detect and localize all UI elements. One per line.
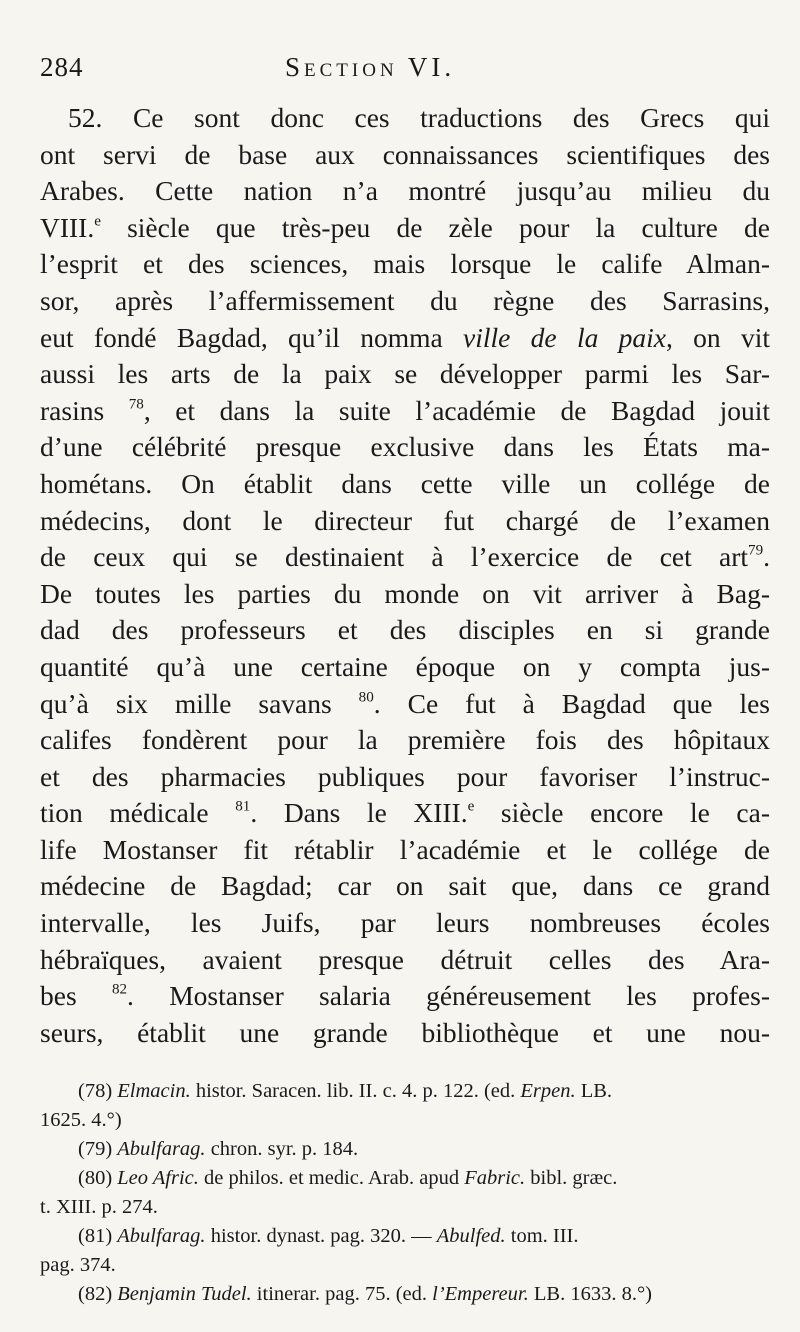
footnote-reference: Abulfed.: [436, 1225, 506, 1247]
text-line: d’une célébrité presque exclusive dans les États ma-: [40, 431, 770, 463]
footnote-text: histor. Saracen. lib. II. c. 4. p. 122. (ed.: [190, 1080, 521, 1102]
footnote-ref-78: 78: [128, 396, 144, 413]
text-fragment: qu’à six mille savans: [40, 687, 359, 719]
footnote-text: LB.: [575, 1080, 613, 1102]
footnote-text: bibl. græc.: [525, 1167, 618, 1189]
text-fragment: de ceux qui se destinaient à l’exercice de cet art: [40, 541, 749, 573]
text-fragment: siècle encore le ca-: [474, 797, 770, 829]
page-header: [40, 52, 770, 92]
page-number: 284: [40, 52, 84, 82]
ordinal-superscript: e: [467, 798, 475, 815]
footnotes: [40, 1077, 778, 1309]
footnote-text: de philos. et medic. Arab. apud: [198, 1167, 465, 1189]
text-line: [40, 539, 770, 576]
footnote-79: [40, 1135, 778, 1164]
footnote-81-continued: pag. 374.: [40, 1254, 116, 1276]
text-line: 52. Ce sont donc ces traductions des Grecs qui: [68, 102, 770, 133]
text-line: ont servi de base aux connaissances scientifiques des: [40, 138, 770, 170]
text-line: De toutes les parties du monde on vit arriver à Bag-: [40, 577, 770, 609]
text-line: [40, 795, 770, 832]
footnote-number: (80): [78, 1167, 118, 1189]
text-fragment: , on vit: [666, 321, 771, 353]
footnote-author: Benjamin Tudel.: [117, 1283, 252, 1305]
footnote-81: [40, 1222, 778, 1251]
footnote-78-continued: 1625. 4.°): [40, 1109, 122, 1131]
text-line: quantité qu’à une certaine époque on y compta jus-: [40, 650, 770, 682]
footnote-78: [40, 1077, 778, 1106]
text-line: [40, 978, 770, 1015]
footnote-ref-80: 80: [358, 689, 374, 706]
text-fragment: rasins: [40, 394, 129, 426]
footnote-text: chron. syr. p. 184.: [205, 1138, 359, 1160]
footnote-number: (82): [78, 1283, 118, 1305]
text-line: médecine de Bagdad; car on sait que, dans ce grand: [40, 870, 770, 902]
footnote-reference: l’Empereur.: [432, 1283, 529, 1305]
text-line: seurs, établit une grande bibliothèque et une nou-: [40, 1016, 770, 1048]
footnote-author: Abulfarag.: [117, 1225, 206, 1247]
text-line: Arabes. Cette nation n’a montré jusqu’au milieu du: [40, 175, 770, 207]
text-line: intervalle, les Juifs, par leurs nombreuses écoles: [40, 907, 770, 939]
text-line: [40, 393, 770, 430]
footnote-author: Leo Afric.: [117, 1167, 199, 1189]
text-line: califes fondèrent pour la première fois des hôpitaux: [40, 724, 770, 756]
text-fragment: . Ce fut à Bagdad que les: [373, 687, 770, 719]
text-line: [40, 686, 770, 723]
footnote-80: [40, 1164, 778, 1193]
text-fragment: . Dans le XIII.: [250, 797, 468, 829]
text-fragment: bes: [40, 980, 112, 1012]
footnote-reference: Fabric.: [464, 1167, 526, 1189]
text-line: [40, 320, 770, 357]
footnote-ref-81: 81: [235, 798, 251, 815]
footnote-author: Abulfarag.: [117, 1138, 206, 1160]
footnote-number: (79): [78, 1138, 118, 1160]
footnote-ref-79: 79: [748, 542, 764, 559]
text-fragment: . Mostanser salaria généreusement les profes-: [127, 980, 770, 1012]
footnote-number: (78): [78, 1080, 118, 1102]
main-text: [40, 100, 770, 1051]
text-fragment: eut fondé Bagdad, qu’il nomma: [40, 321, 464, 353]
footnote-number: (81): [78, 1225, 118, 1247]
century-numeral: VIII.: [40, 211, 95, 243]
text-fragment: .: [763, 541, 770, 573]
text-line: et des pharmacies publiques pour favoriser l’instruc-: [40, 760, 770, 792]
footnote-text: tom. III.: [505, 1225, 579, 1247]
text-fragment: tion médicale: [40, 797, 236, 829]
text-line: l’esprit et des sciences, mais lorsque le calife Alman-: [40, 248, 770, 280]
footnote-text: LB. 1633. 8.°): [528, 1283, 652, 1305]
text-line: [40, 210, 770, 247]
text-fragment: , et dans la suite l’académie de Bagdad jouit: [143, 394, 770, 426]
footnote-80-continued: t. XIII. p. 274.: [40, 1196, 158, 1218]
footnote-text: itinerar. pag. 75. (ed.: [251, 1283, 433, 1305]
text-fragment: siècle que très-peu de zèle pour la culture de: [100, 211, 770, 243]
text-line: life Mostanser fit rétablir l’académie et le collége de: [40, 833, 770, 865]
footnote-ref-82: 82: [111, 981, 128, 998]
text-line: aussi les arts de la paix se développer parmi les Sar-: [40, 358, 770, 390]
text-line: médecins, dont le directeur fut chargé de l’examen: [40, 504, 770, 536]
footnote-editor: Erpen.: [520, 1080, 576, 1102]
footnote-text: histor. dynast. pag. 320. —: [205, 1225, 437, 1247]
footnote-82: [40, 1280, 778, 1309]
footnote-author: Elmacin.: [117, 1080, 191, 1102]
italic-phrase: ville de la paix: [463, 321, 666, 353]
text-line: hébraïques, avaient presque détruit celles des Ara-: [40, 943, 770, 975]
text-line: dad des professeurs et des disciples en si grande: [40, 614, 770, 646]
text-line: hométans. On établit dans cette ville un collége de: [40, 467, 770, 499]
ordinal-superscript: e: [94, 213, 101, 230]
running-head: Section VI.: [285, 52, 456, 82]
text-line: sor, après l’affermissement du règne des Sarrasins,: [40, 284, 770, 316]
